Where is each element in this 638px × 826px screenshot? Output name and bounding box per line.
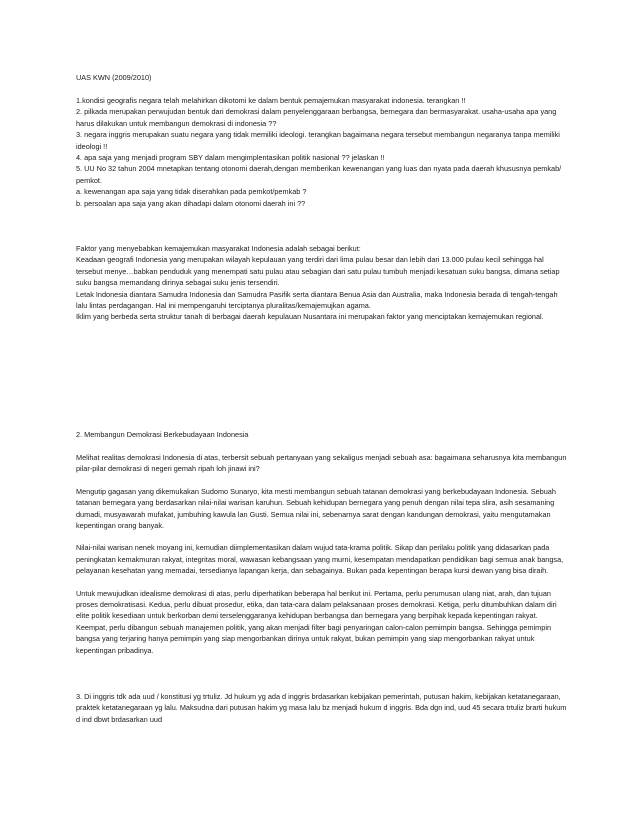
question-3: 3. negara inggris merupakan suatu negara yang tidak memiliki ideologi. terangkan bagaimana negara tersebut membangun negaranya tanpa memiliki ideologi !! [76, 130, 560, 151]
answer-2-paragraph-4: Untuk mewujudkan idealisme demokrasi di atas, perlu diperhatikan beberapa hal berikut ini. Pertama, perlu perumusan ulang niat, arah, dan tujuan proses demokratisasi. Kedua, perlu dibuat prosedur, etika, dan tata-cara dalam pelaksanaan proses demokrasi. Ketiga, perlu ditumbuhkan dalam diri elite politik kesediaan untuk berkorban demi terselenggaranya kehidupan berbangsa dan bernegara yang berpihak kepada kepentingan rakyat. Keempat, perlu dibangun sebuah manajemen politik, yang akan menjadi filter bagi penyaringan calon-calon pemimpin bangsa. Sehingga pemimpin bangsa yang terjaring hanya pemimpin yang siap mengorbankan dirinya untuk rakyat, bukan pemimpin yang siap mengorbankan rakyat untuk kepentingan pribadinya. [76, 588, 557, 655]
answer-3-section [76, 691, 568, 725]
answer-1-intro: Faktor yang menyebabkan kemajemukan masyarakat Indonesia adalah sebagai berikut: [76, 244, 361, 253]
answer-2-paragraph-3: Nilai-nilai warisan nenek moyang ini, kemudian diimplementasikan dalam wujud tata-krama politik. Sikap dan perilaku politik yang didasarkan pada peningkatan kemakmuran rakyat, integritas moral, wawasan kebangsaan yang murni, kesempatan mendapatkan pendidikan bagi semua anak bangsa, pelayanan kesehatan yang memadai, tersedianya lapangan kerja, dan sebagainya. Bukan pada kepentingan berapa kursi dewan yang bisa diraih. [76, 543, 564, 576]
answer-1-point-geografi: Keadaan geografi Indonesia yang merupakan wilayah kepulauan yang terdiri dari lima pulau besar dan lebih dari 13.000 pulau kecil sehingga hal tersebut menye…babkan penduduk yang menempati satu pulau atau sebagian dari satu pulau tumbuh menjadi kesatuan suku bangsa, dimana setiap suku bangsa memandang dirinya sebagai suku jenis tersendiri. [76, 255, 560, 288]
answer-2-section [76, 452, 568, 656]
question-5: 5. UU No 32 tahun 2004 mnetapkan tentang otonomi daerah,dengan memberikan kewenangan yang luas dan nyata pada daerah khususnya pemkab/ pemkot. [76, 164, 562, 185]
answer-2-heading: 2. Membangun Demokrasi Berkebudayaan Indonesia [76, 430, 249, 439]
question-list [76, 95, 568, 209]
question-1: 1.kondisi geografis negara telah melahirkan dikotomi ke dalam bentuk pemajemukan masyarakat indonesia. terangkan !! [76, 96, 466, 105]
answer-2-heading-block [76, 429, 568, 440]
answer-3-paragraph: 3. Di inggris tdk ada uud / konstitusi yg trtuliz. Jd hukum yg ada d inggris brdasarkan kebijakan pemerintah, putusan hakim, kebijakan ketatanegaraan, praktek ketatanegaraan yg lalu. Maksudna dari putusan hakim yg masa lalu bz menjadi hukum d inggris. Bda dgn ind, uud 45 secara trtuliz brarti hukum d ind dbwt brdasarkan uud [76, 692, 567, 724]
answer-1-section [76, 243, 568, 323]
answer-1-point-letak: Letak Indonesia diantara Samudra Indonesia dan Samudra Pasifik serta diantara Benua Asia dan Australia, maka Indonesia berada di tengah-tengah lalu lintas perdagangan. Hal ini mempengaruhi terciptanya pluralitas/kemajemujkan agama. [76, 289, 558, 311]
answer-1-point-iklim: Iklim yang berbeda serta struktur tanah di berbagai daerah kepulauan Nusantara ini merupakan faktor yang menciptakan kemajemukan regional. [76, 312, 544, 322]
answer-2-paragraph-2: Mengutip gagasan yang dikemukakan Sudomo Sunaryo, kita mesti membangun sebuah tatanan demokrasi yang berkebudayaan Indonesia. Sebuah tatanan bernegara yang berdasarkan nilai-nilai warisan karuhun. Sebuah kehidupan bernegara yang penuh dengan nilai tepa slira, asih sesamaning dumadi, musyawarah mufakat, jumbuhing kawula lan Gusti. Semua nilai ini, sebenarnya sarat dengan kandungan demokrasi, yaitu mengutamakan kepentingan orang banyak. [76, 486, 556, 531]
question-4: 4. apa saja yang menjadi program SBY dalam mengimplentasikan politik nasional ?? jelaskan !! [76, 153, 385, 163]
question-5a: a. kewenangan apa saja yang tidak diserahkan pada pemkot/pemkab ? [76, 187, 307, 197]
answer-2-paragraph-1: Melihat realitas demokrasi Indonesia di atas, terbersit sebuah pertanyaan yang sekaligus menjadi sebuah asa: bagaimana seharusnya kita membangun pilar-pilar demokrasi di negeri gemah ripah loh jinawi ini? [76, 453, 567, 474]
question-5b: b. persoalan apa saja yang akan dihadapi dalam otonomi daerah ini ?? [76, 198, 306, 208]
question-2: 2. pilkada merupakan perwujudan bentuk dari demokrasi dalam penyelenggaraan berbangsa, bernegara dan bermasyarakat. usaha-usaha apa yang harus dilakukan untuk membangun demokrasi di indonesia ?? [76, 107, 557, 128]
exam-title: UAS KWN (2009/2010) [76, 73, 152, 82]
exam-header [76, 72, 568, 83]
